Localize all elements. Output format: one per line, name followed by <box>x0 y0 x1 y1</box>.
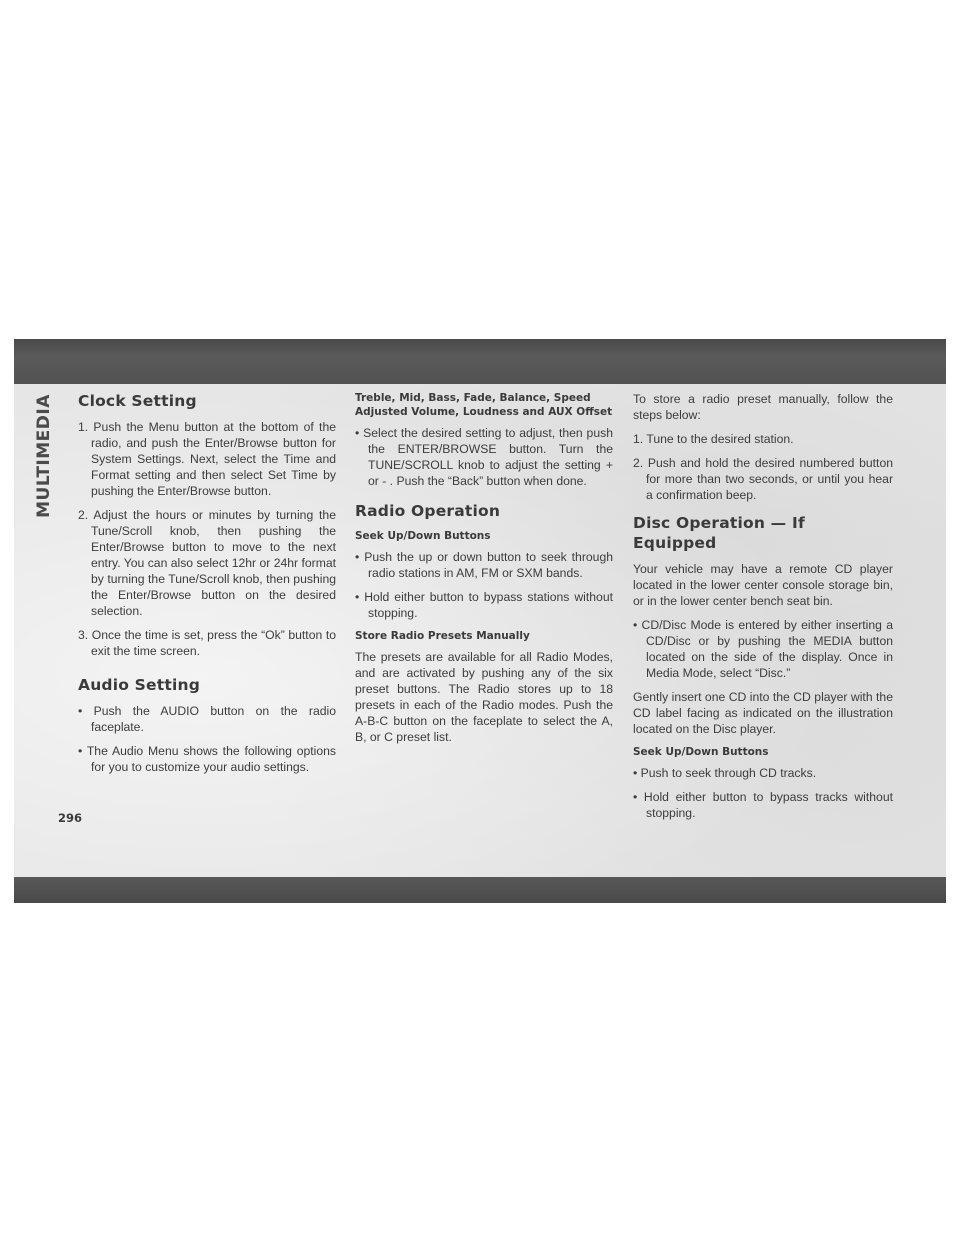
store-step-1: 1. Tune to the desired station. <box>633 432 794 446</box>
disc-seek-item-2: • Hold either button to bypass tracks without stopping. <box>633 790 893 820</box>
disc-paragraph-2: Gently insert one CD into the CD player with the CD label facing as indicated on the illustration located on the Disc player. <box>633 690 893 736</box>
store-step-2: 2. Push and hold the desired numbered button for more than two seconds, or until you hear a confirmation beep. <box>633 456 893 502</box>
page-number: 296 <box>58 811 83 825</box>
treble-item-1: • Select the desired setting to adjust, then push the ENTER/BROWSE button. Turn the TUNE/SCROLL knob to adjust the setting + or - . Push the “Back” button when done. <box>355 426 613 488</box>
audio-setting-heading: Audio Setting <box>78 676 201 694</box>
disc-operation-heading: Disc Operation — If Equipped <box>633 514 805 552</box>
radio-seek-item-1: • Push the up or down button to seek through radio stations in AM, FM or SXM bands. <box>355 550 613 580</box>
clock-step-2: 2. Adjust the hours or minutes by turning the Tune/Scroll knob, then pushing the Enter/Browse button to move to the next entry. You can also select 12hr or 24hr format by turning the Tune/Scroll knob, then pushing the Enter/Browse button on the desired selection. <box>78 508 337 618</box>
manual-page <box>14 339 946 903</box>
section-side-tab-label: MULTIMEDIA <box>34 394 54 518</box>
column-1 <box>78 391 336 783</box>
disc-item-1: • CD/Disc Mode is entered by either inserting a CD/Disc or by pushing the MEDIA button located on the side of the display. Once in Media Mode, select “Disc.” <box>633 618 893 680</box>
audio-item-1: • Push the AUDIO button on the radio faceplate. <box>78 704 336 734</box>
presets-heading: Store Radio Presets Manually <box>355 630 530 642</box>
footer-band <box>14 877 946 903</box>
header-band <box>14 339 946 384</box>
treble-heading: Treble, Mid, Bass, Fade, Balance, Speed Adjusted Volume, Loudness and AUX Offset <box>355 392 613 418</box>
column-2 <box>355 391 613 753</box>
section-side-tab <box>32 391 56 521</box>
store-intro-paragraph: To store a radio preset manually, follow the steps below: <box>633 392 893 422</box>
clock-step-1: 1. Push the Menu button at the bottom of the radio, and push the Enter/Browse button for System Settings. Next, select the Time and Format setting and then select Set Time by pushing the Enter/Browse button. <box>78 420 336 498</box>
disc-seek-item-1: • Push to seek through CD tracks. <box>633 766 817 780</box>
disc-paragraph-1: Your vehicle may have a remote CD player located in the lower center console storage bin, or in the lower center bench seat bin. <box>633 562 893 608</box>
radio-operation-heading: Radio Operation <box>355 502 501 520</box>
audio-item-2: • The Audio Menu shows the following options for you to customize your audio settings. <box>78 744 336 774</box>
radio-seek-item-2: • Hold either button to bypass stations without stopping. <box>355 590 613 620</box>
clock-step-3: 3. Once the time is set, press the “Ok” button to exit the time screen. <box>78 628 336 658</box>
clock-setting-heading: Clock Setting <box>78 392 197 410</box>
disc-seek-heading: Seek Up/Down Buttons <box>633 746 769 758</box>
presets-paragraph: The presets are available for all Radio Modes, and are activated by pushing any of the six preset buttons. The Radio stores up to 18 presets in each of the Radio modes. Push the A-B-C button on the faceplate to select the A, B, or C preset list. <box>355 650 613 744</box>
radio-seek-heading: Seek Up/Down Buttons <box>355 530 491 542</box>
column-3 <box>633 391 893 829</box>
